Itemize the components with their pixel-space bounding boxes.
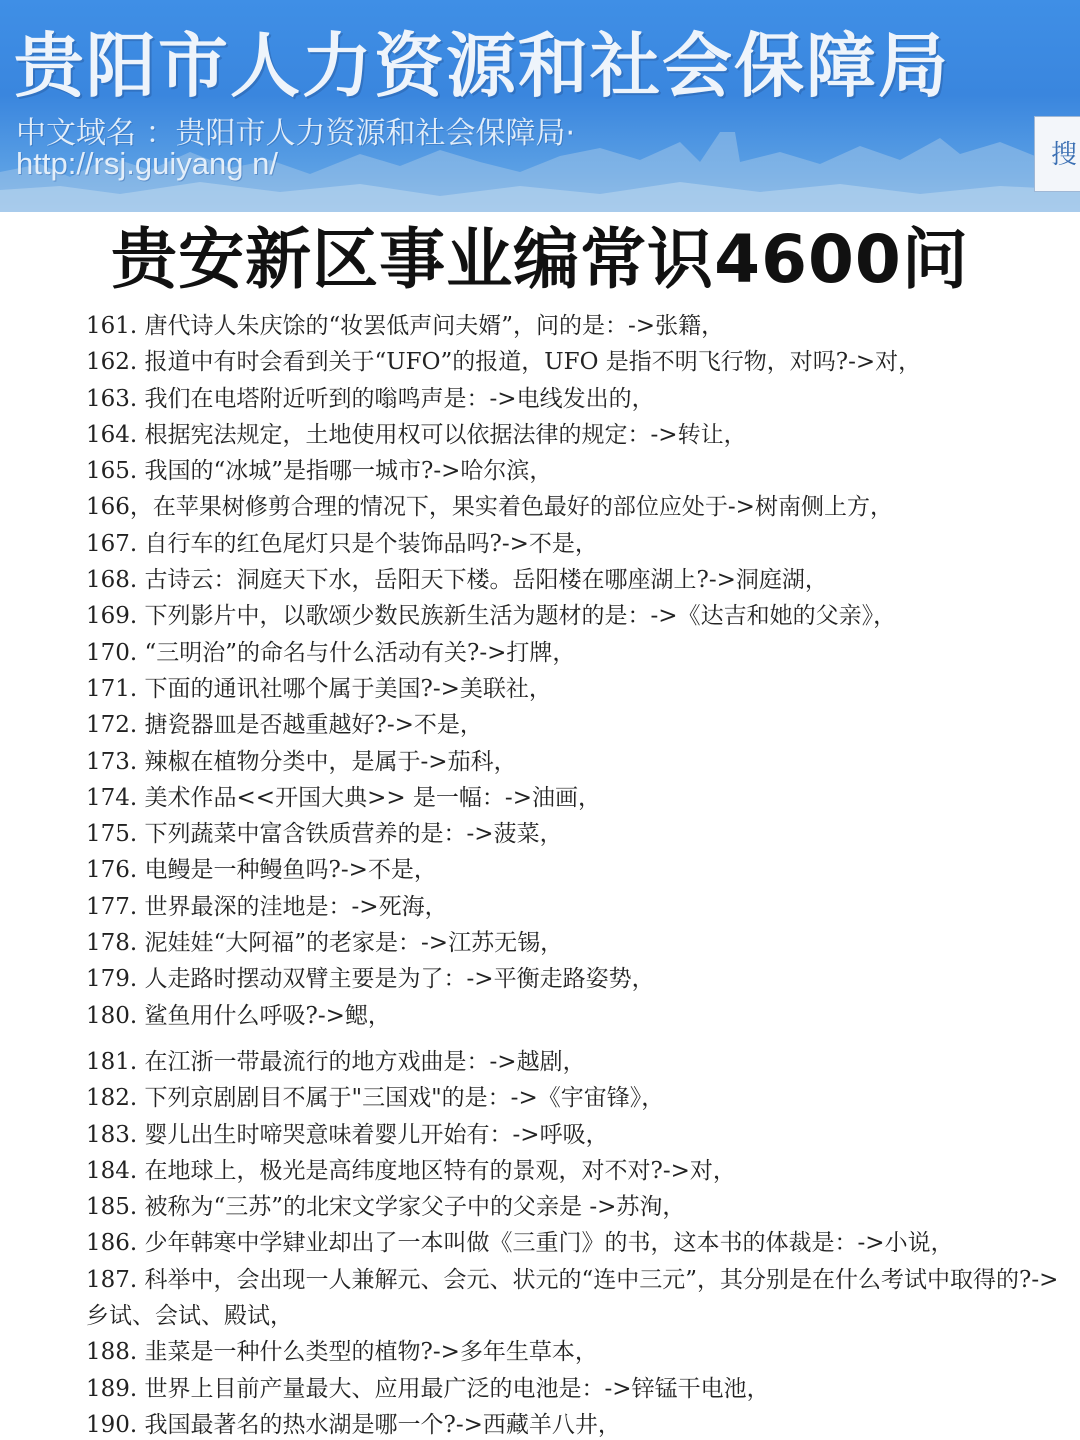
question-list <box>86 308 1066 1440</box>
question-item: 176. 电鳗是一种鳗鱼吗?->不是， <box>86 857 437 884</box>
question-item: 170. “三明治”的命名与什么活动有关?->打牌， <box>86 639 576 666</box>
site-url[interactable]: http://rsj.guiyang n/ <box>16 146 278 181</box>
question-item: 177. 世界最深的洼地是：->死海， <box>86 893 448 920</box>
search-button[interactable]: 搜 <box>1034 116 1080 192</box>
header-banner <box>0 0 1080 212</box>
section-gap <box>86 1034 1066 1044</box>
question-item: 187. 科举中，会出现一人兼解元、会元、状元的“连中三元”，其分别是在什么考试中取得的?->乡试、会试、殿试， <box>86 1266 1059 1330</box>
question-item: 185. 被称为“三苏”的北宋文学家父子中的父亲是 ->苏洵， <box>86 1194 686 1221</box>
question-item: 188. 韭菜是一种什么类型的植物?->多年生草本， <box>86 1339 598 1366</box>
question-item: 181. 在江浙一带最流行的地方戏曲是：->越剧， <box>86 1048 586 1075</box>
question-item: 180. 鲨鱼用什么呼吸?->鳃， <box>86 1002 391 1029</box>
question-item: 162. 报道中有时会看到关于“UFO”的报道，UFO 是指不明飞行物，对吗?->对， <box>86 349 922 376</box>
question-item: 161. 唐代诗人朱庆馀的“妆罢低声问夫婿”，问的是：->张籍， <box>86 313 725 339</box>
question-item: 186. 少年韩寒中学肄业却出了一本叫做《三重门》的书，这本书的体裁是：->小说， <box>86 1230 954 1257</box>
question-item: 182. 下列京剧剧目不属于"三国戏"的是：->《宇宙锋》， <box>86 1085 665 1112</box>
question-item: 173. 辣椒在植物分类中，是属于->茄科， <box>86 748 517 775</box>
question-item: 168. 古诗云：洞庭天下水，岳阳天下楼。岳阳楼在哪座湖上?->洞庭湖， <box>86 567 828 594</box>
question-item: 175. 下列蔬菜中富含铁质营养的是：->菠菜， <box>86 821 563 848</box>
question-item: 189. 世界上目前产量最大、应用最广泛的电池是：->锌锰干电池， <box>86 1375 770 1402</box>
question-item: 174. 美术作品<<开国大典>> 是一幅：->油画， <box>86 784 601 811</box>
chinese-domain-line: 中文域名 ：贵阳市人力资源和社会保障局· <box>16 116 576 151</box>
question-item: 184. 在地球上，极光是高纬度地区特有的景观，对不对?->对， <box>86 1157 736 1184</box>
question-item: 169. 下列影片中，以歌颂少数民族新生活为题材的是：->《达吉和她的父亲》， <box>86 603 897 630</box>
document-title: 贵安新区事业编常识4600问 <box>111 221 969 298</box>
question-item: 163. 我们在电塔附近听到的嗡鸣声是：->电线发出的， <box>86 385 655 412</box>
question-item: 171. 下面的通讯社哪个属于美国?->美联社， <box>86 675 552 702</box>
question-item: 164. 根据宪法规定，土地使用权可以依据法律的规定：->转让， <box>86 421 747 448</box>
question-item: 179. 人走路时摆动双臂主要是为了：->平衡走路姿势， <box>86 966 655 993</box>
question-item: 167. 自行车的红色尾灯只是个装饰品吗?->不是， <box>86 530 598 557</box>
question-item: 183. 婴儿出生时啼哭意味着婴儿开始有：->呼吸， <box>86 1121 609 1148</box>
question-item: 166，在苹果树修剪合理的情况下，果实着色最好的部位应处于->树南侧上方， <box>86 494 893 521</box>
question-item: 165. 我国的“冰城”是指哪一城市?->哈尔滨， <box>86 458 553 485</box>
question-item: 172. 搪瓷器皿是否越重越好?->不是， <box>86 712 483 739</box>
question-item: 190. 我国最著名的热水湖是哪一个?->西藏羊八井， <box>86 1411 621 1438</box>
question-item: 178. 泥娃娃“大阿福”的老家是：->江苏无锡， <box>86 930 564 957</box>
site-title: 贵阳市人力资源和社会保障局 <box>14 25 950 107</box>
